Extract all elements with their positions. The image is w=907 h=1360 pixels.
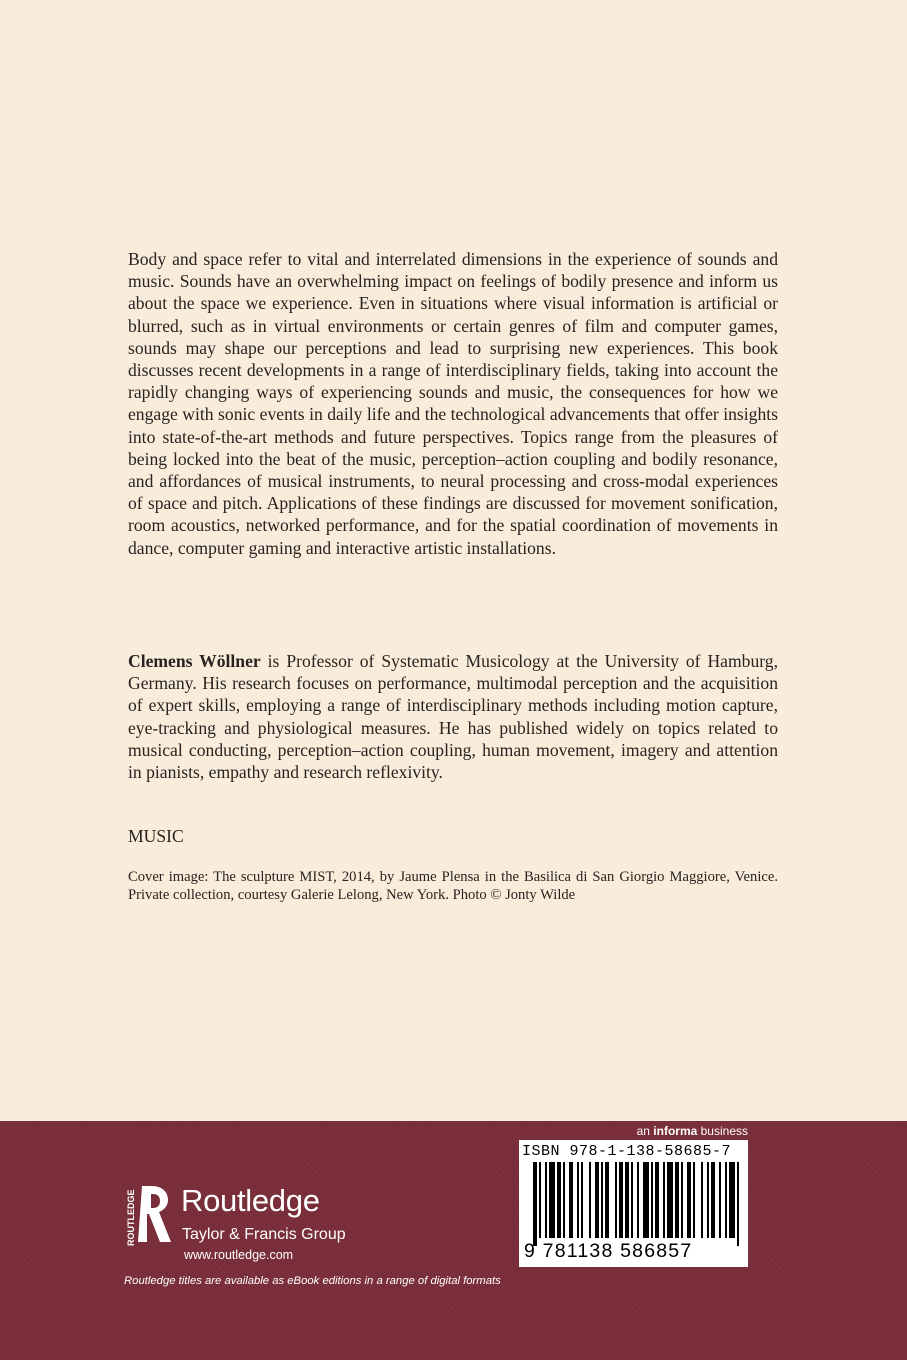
barcode-icon — [519, 1160, 748, 1250]
barcode-bar — [533, 1162, 537, 1246]
barcode-bar — [643, 1162, 649, 1238]
publisher-group: Taylor & Francis Group — [182, 1226, 346, 1243]
barcode-bar — [693, 1162, 695, 1238]
barcode-bar — [719, 1162, 721, 1238]
barcode-bar — [663, 1162, 665, 1238]
barcode-bar — [563, 1162, 565, 1238]
barcode-bar — [569, 1162, 573, 1238]
barcode-bar — [619, 1162, 623, 1238]
barcode-bar — [681, 1162, 683, 1238]
barcode-bar — [589, 1162, 591, 1238]
barcode-bar — [711, 1162, 715, 1238]
author-bio — [128, 650, 778, 783]
barcode-bar — [631, 1162, 633, 1238]
ebook-note: Routledge titles are available as eBook editions in a range of digital formats — [124, 1275, 501, 1287]
barcode-bar — [667, 1162, 673, 1238]
barcode-bar — [737, 1162, 739, 1246]
barcode-bar — [605, 1162, 609, 1238]
barcode-bar — [539, 1162, 541, 1238]
barcode-bar — [637, 1162, 639, 1238]
barcode-bar — [729, 1162, 735, 1238]
barcode-bar — [595, 1162, 599, 1238]
barcode-bar — [675, 1162, 679, 1238]
isbn-label: ISBN 978-1-138-58685-7 — [522, 1143, 732, 1160]
barcode-bar — [625, 1162, 629, 1238]
ean-digits: 9 781138 586857 — [524, 1240, 693, 1262]
barcode-bar — [577, 1162, 579, 1238]
barcode-bar — [687, 1162, 691, 1238]
informa-brand: informa — [653, 1124, 698, 1138]
barcode-bar — [545, 1162, 547, 1238]
routledge-logo-text: ROUTLEDGE — [126, 1189, 136, 1246]
barcode-bar — [651, 1162, 653, 1238]
author-name: Clemens Wöllner — [128, 651, 261, 671]
barcode-bar — [725, 1162, 727, 1238]
barcode-bar — [581, 1162, 583, 1238]
publisher-name: Routledge — [181, 1183, 320, 1218]
cover-credit: Cover image: The sculpture MIST, 2014, by Jaume Plensa in the Basilica di San Giorgio Maggiore, Venice. Private collection, courtesy Galerie Lelong, New York. Photo © Jonty Wilde — [128, 869, 778, 903]
informa-tagline — [637, 1124, 748, 1138]
barcode-bar — [601, 1162, 603, 1238]
barcode-bar — [549, 1162, 555, 1238]
subject-category: MUSIC — [128, 826, 184, 846]
informa-prefix: an — [636, 1124, 654, 1138]
routledge-logo-icon — [124, 1184, 174, 1248]
barcode-bar — [557, 1162, 561, 1238]
barcode-bar — [701, 1162, 703, 1238]
barcode-bar — [615, 1162, 617, 1238]
informa-suffix: business — [697, 1124, 748, 1138]
publisher-url: www.routledge.com — [184, 1248, 294, 1262]
author-bio-text: is Professor of Systematic Musicology at the University of Hamburg, Germany. His research focuses on performance, multimodal perception and the acquisition of expert skills, employing a range of interdisciplinary methods including motion capture, eye-tracking and physiological measures. He has published widely on topics related to musical conducting, perception–action coupling, human movement, imagery and attention in pianists, empathy and research reflexivity. — [128, 651, 778, 783]
barcode-bar — [655, 1162, 659, 1238]
book-description: Body and space refer to vital and interrelated dimensions in the experience of sounds and music. Sounds have an overwhelming impact on feelings of bodily presence and inform us about the space we experience. Even in situations where visual information is artificial or blurred, such as in virtual environments or certain genres of film and computer games, sounds may shape our perceptions and lead to surprising new experiences. This book discusses recent developments in a range of interdisciplinary fields, taking into account the rapidly changing ways of experiencing sounds and music, the consequences for how we engage with sonic events in daily life and the technological advancements that offer insights into state-of-the-art methods and future perspectives. Topics range from the pleasures of being locked into the beat of the music, perception–action coupling and bodily resonance, and affordances of musical instruments, to neural processing and cross-modal experiences of space and pitch. Applications of these findings are discussed for movement sonification, room acoustics, networked performance, and for the spatial coordination of movements in dance, computer gaming and interactive artistic installations. — [128, 249, 778, 558]
barcode-bar — [707, 1162, 709, 1238]
